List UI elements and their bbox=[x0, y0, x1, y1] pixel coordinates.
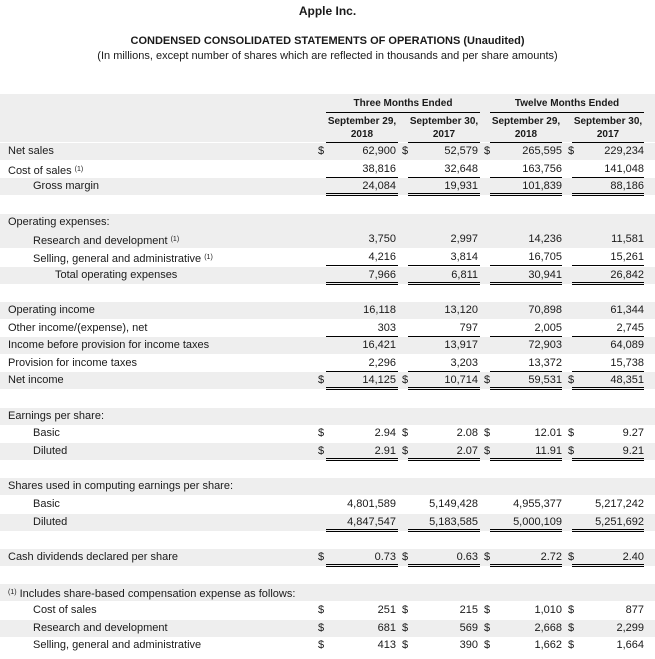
value-cell: 0.73 bbox=[374, 551, 396, 563]
currency-symbol: $ bbox=[484, 445, 491, 457]
footnote-marker: (1) bbox=[204, 254, 213, 261]
currency-symbol: $ bbox=[318, 374, 325, 386]
row-label-text: Net income bbox=[8, 374, 64, 386]
subtotal-rule bbox=[408, 265, 480, 266]
row-label-text: Other income/(expense), net bbox=[8, 322, 148, 334]
row-label-text: Includes share-based compensation expense as follows: bbox=[19, 588, 296, 600]
period-header-year: 2017 bbox=[432, 129, 456, 140]
currency-symbol: $ bbox=[402, 622, 409, 634]
value-cell: 16,705 bbox=[528, 251, 562, 263]
row-label bbox=[8, 355, 137, 372]
value-cell: 265,595 bbox=[522, 145, 562, 157]
row-label bbox=[8, 408, 104, 425]
value-cell: 141,048 bbox=[604, 163, 644, 175]
row-label bbox=[8, 143, 54, 160]
period-header-year: 2017 bbox=[596, 129, 620, 140]
value-cell: 163,756 bbox=[522, 163, 562, 175]
currency-symbol: $ bbox=[484, 604, 491, 616]
value-cell: 2,668 bbox=[534, 622, 562, 634]
row-label-text: Research and development bbox=[33, 622, 168, 634]
row-label bbox=[8, 372, 64, 389]
currency-symbol: $ bbox=[318, 445, 325, 457]
table-row bbox=[0, 602, 655, 619]
currency-symbol: $ bbox=[568, 604, 575, 616]
value-cell: 5,149,428 bbox=[429, 498, 478, 510]
table-row bbox=[0, 549, 655, 566]
value-cell: 413 bbox=[377, 639, 396, 651]
currency-symbol: $ bbox=[318, 622, 325, 634]
value-cell: 5,183,585 bbox=[429, 516, 478, 528]
group-header-three-months: Three Months Ended bbox=[326, 97, 480, 113]
value-cell: 30,941 bbox=[528, 269, 562, 281]
currency-symbol: $ bbox=[568, 639, 575, 651]
currency-symbol: $ bbox=[484, 427, 491, 439]
row-label-text: Cash dividends declared per share bbox=[8, 551, 178, 563]
row-label-text: Diluted bbox=[33, 516, 68, 528]
period-header-q-2017 bbox=[408, 115, 480, 143]
value-cell: 11,581 bbox=[611, 233, 644, 245]
period-header-date: September 30, bbox=[409, 116, 479, 127]
currency-symbol: $ bbox=[568, 427, 575, 439]
row-label bbox=[33, 514, 67, 531]
row-label bbox=[8, 302, 95, 319]
row-label bbox=[8, 337, 209, 354]
row-label-text: Cost of sales bbox=[8, 165, 72, 177]
currency-symbol: $ bbox=[402, 427, 409, 439]
value-cell: 4,847,547 bbox=[347, 516, 396, 528]
value-cell: 215 bbox=[459, 604, 478, 616]
row-label-text: Basic bbox=[33, 427, 60, 439]
statement-subtitle: (In millions, except number of shares which are reflected in thousands and per share amounts) bbox=[97, 50, 558, 62]
value-cell: 61,344 bbox=[610, 304, 644, 316]
table-row bbox=[0, 178, 655, 195]
value-cell: 9.21 bbox=[622, 445, 644, 457]
currency-symbol: $ bbox=[402, 551, 409, 563]
period-header-q-2018 bbox=[326, 115, 398, 143]
subtotal-rule bbox=[572, 265, 644, 266]
row-label-text: Income before provision for income taxes bbox=[8, 339, 210, 351]
group-header-twelve-months: Twelve Months Ended bbox=[490, 97, 644, 113]
value-cell: 38,816 bbox=[362, 163, 396, 175]
row-label-text: Research and development bbox=[33, 235, 168, 247]
row-label bbox=[8, 549, 178, 566]
value-cell: 3,814 bbox=[450, 251, 478, 263]
period-header-year: 2018 bbox=[350, 129, 374, 140]
currency-symbol: $ bbox=[568, 551, 575, 563]
value-cell: 13,917 bbox=[444, 339, 478, 351]
value-cell: 70,898 bbox=[528, 304, 562, 316]
value-cell: 2.40 bbox=[622, 551, 644, 563]
table-row bbox=[0, 584, 655, 601]
row-label bbox=[33, 496, 60, 513]
subtotal-rule bbox=[326, 265, 398, 266]
table-row bbox=[0, 302, 655, 319]
value-cell: 797 bbox=[459, 322, 478, 334]
value-cell: 2.94 bbox=[374, 427, 396, 439]
currency-symbol: $ bbox=[484, 639, 491, 651]
table-row bbox=[0, 478, 655, 495]
currency-symbol: $ bbox=[402, 374, 409, 386]
currency-symbol: $ bbox=[318, 604, 325, 616]
value-cell: 2,005 bbox=[534, 322, 562, 334]
currency-symbol: $ bbox=[402, 604, 409, 616]
value-cell: 5,217,242 bbox=[595, 498, 644, 510]
table-row bbox=[0, 408, 655, 425]
value-cell: 64,089 bbox=[610, 339, 644, 351]
currency-symbol: $ bbox=[402, 639, 409, 651]
table-spacer-row bbox=[0, 196, 655, 213]
row-label bbox=[33, 249, 213, 268]
value-cell: 2,997 bbox=[450, 233, 478, 245]
period-header-date: September 29, bbox=[491, 116, 561, 127]
value-cell: 13,120 bbox=[444, 304, 478, 316]
value-cell: 15,738 bbox=[610, 357, 644, 369]
value-cell: 3,203 bbox=[450, 357, 478, 369]
table-row bbox=[0, 214, 655, 231]
value-cell: 569 bbox=[459, 622, 478, 634]
value-cell: 2.07 bbox=[456, 445, 478, 457]
row-label-text: Selling, general and administrative bbox=[33, 639, 202, 651]
footnote-marker: (1) bbox=[170, 236, 180, 243]
row-label bbox=[33, 602, 97, 619]
row-label-text: Selling, general and administrative bbox=[33, 253, 202, 265]
value-cell: 877 bbox=[625, 604, 644, 616]
value-cell: 2,296 bbox=[368, 357, 396, 369]
value-cell: 52,579 bbox=[444, 145, 478, 157]
value-cell: 681 bbox=[377, 622, 396, 634]
value-cell: 3,750 bbox=[368, 233, 396, 245]
row-label bbox=[8, 320, 147, 337]
row-label-text: Operating expenses: bbox=[8, 216, 110, 228]
period-header-year: 2018 bbox=[514, 129, 538, 140]
table-row bbox=[0, 161, 655, 178]
statement-title: CONDENSED CONSOLIDATED STATEMENTS OF OPERATIONS (Unaudited) bbox=[130, 35, 525, 47]
value-cell: 1,664 bbox=[616, 639, 644, 651]
currency-symbol: $ bbox=[318, 639, 325, 651]
value-cell: 88,186 bbox=[610, 180, 644, 192]
value-cell: 7,966 bbox=[368, 269, 396, 281]
value-cell: 2,299 bbox=[616, 622, 644, 634]
row-label bbox=[8, 584, 295, 603]
row-label-text: Total operating expenses bbox=[55, 269, 178, 281]
currency-symbol: $ bbox=[318, 427, 325, 439]
currency-symbol: $ bbox=[402, 445, 409, 457]
value-cell: 4,216 bbox=[368, 251, 396, 263]
value-cell: 4,955,377 bbox=[513, 498, 562, 510]
subtotal-rule bbox=[490, 265, 562, 266]
value-cell: 5,251,692 bbox=[595, 516, 644, 528]
value-cell: 5,000,109 bbox=[513, 516, 562, 528]
value-cell: 24,084 bbox=[362, 180, 396, 192]
value-cell: 229,234 bbox=[604, 145, 644, 157]
row-label bbox=[8, 214, 110, 231]
value-cell: 251 bbox=[377, 604, 396, 616]
currency-symbol: $ bbox=[568, 145, 575, 157]
value-cell: 32,648 bbox=[444, 163, 478, 175]
table-row bbox=[0, 637, 655, 654]
row-label-text: Basic bbox=[33, 498, 60, 510]
value-cell: 16,118 bbox=[363, 304, 396, 316]
table-row bbox=[0, 443, 655, 460]
currency-symbol: $ bbox=[318, 551, 325, 563]
value-cell: 2,745 bbox=[616, 322, 644, 334]
row-label-text: Net sales bbox=[8, 145, 54, 157]
footnote-marker: (1) bbox=[8, 589, 17, 596]
row-label bbox=[33, 443, 67, 460]
table-spacer-row bbox=[0, 390, 655, 407]
table-row bbox=[0, 425, 655, 442]
row-label-text: Shares used in computing earnings per share: bbox=[8, 480, 234, 492]
table-spacer-row bbox=[0, 567, 655, 584]
currency-symbol: $ bbox=[568, 445, 575, 457]
row-label bbox=[33, 178, 99, 195]
value-cell: 16,421 bbox=[362, 339, 396, 351]
table-row bbox=[0, 496, 655, 513]
row-label-text: Earnings per share: bbox=[8, 410, 104, 422]
value-cell: 48,351 bbox=[610, 374, 644, 386]
value-cell: 15,261 bbox=[610, 251, 644, 263]
value-cell: 1,010 bbox=[534, 604, 562, 616]
row-label bbox=[33, 637, 201, 654]
currency-symbol: $ bbox=[484, 145, 491, 157]
table-spacer-row bbox=[0, 531, 655, 548]
currency-symbol: $ bbox=[484, 622, 491, 634]
value-cell: 12.01 bbox=[534, 427, 562, 439]
value-cell: 62,900 bbox=[362, 145, 396, 157]
table-spacer-row bbox=[0, 284, 655, 301]
currency-symbol: $ bbox=[318, 145, 325, 157]
period-header-date: September 29, bbox=[327, 116, 397, 127]
table-row bbox=[0, 267, 655, 284]
currency-symbol: $ bbox=[484, 374, 491, 386]
row-label-text: Provision for income taxes bbox=[8, 357, 137, 369]
value-cell: 1,662 bbox=[534, 639, 562, 651]
table-spacer-row bbox=[0, 461, 655, 478]
value-cell: 101,839 bbox=[522, 180, 562, 192]
table-row bbox=[0, 620, 655, 637]
row-label bbox=[33, 425, 60, 442]
value-cell: 26,842 bbox=[610, 269, 644, 281]
value-cell: 14,236 bbox=[528, 233, 562, 245]
period-header-fy-2018 bbox=[490, 115, 562, 143]
currency-symbol: $ bbox=[402, 145, 409, 157]
company-name: Apple Inc. bbox=[298, 4, 357, 18]
value-cell: 6,811 bbox=[451, 269, 478, 281]
row-label-text: Cost of sales bbox=[33, 604, 97, 616]
table-row bbox=[0, 249, 655, 266]
value-cell: 13,372 bbox=[528, 357, 562, 369]
table-row bbox=[0, 320, 655, 337]
period-header-fy-2017 bbox=[572, 115, 644, 143]
value-cell: 11.91 bbox=[535, 445, 562, 457]
value-cell: 72,903 bbox=[528, 339, 562, 351]
value-cell: 303 bbox=[377, 322, 396, 334]
table-row bbox=[0, 231, 655, 248]
table-row bbox=[0, 337, 655, 354]
value-cell: 4,801,589 bbox=[347, 498, 396, 510]
row-label bbox=[55, 267, 177, 284]
value-cell: 9.27 bbox=[622, 427, 644, 439]
table-row bbox=[0, 355, 655, 372]
row-label-text: Operating income bbox=[8, 304, 95, 316]
value-cell: 19,931 bbox=[444, 180, 478, 192]
value-cell: 10,714 bbox=[444, 374, 478, 386]
value-cell: 59,531 bbox=[528, 374, 562, 386]
row-label-text: Gross margin bbox=[33, 180, 100, 192]
value-cell: 2.08 bbox=[456, 427, 478, 439]
currency-symbol: $ bbox=[568, 374, 575, 386]
value-cell: 390 bbox=[459, 639, 478, 651]
value-cell: 14,125 bbox=[362, 374, 396, 386]
footnote-marker: (1) bbox=[74, 166, 84, 173]
table-row bbox=[0, 372, 655, 389]
row-label bbox=[8, 478, 233, 495]
row-label bbox=[33, 620, 168, 637]
currency-symbol: $ bbox=[484, 551, 491, 563]
table-row bbox=[0, 514, 655, 531]
value-cell: 2.91 bbox=[374, 445, 396, 457]
value-cell: 0.63 bbox=[456, 551, 478, 563]
row-label bbox=[33, 231, 179, 250]
period-header-date: September 30, bbox=[573, 116, 643, 127]
currency-symbol: $ bbox=[568, 622, 575, 634]
table-row bbox=[0, 143, 655, 160]
row-label-text: Diluted bbox=[33, 445, 68, 457]
value-cell: 2.72 bbox=[540, 551, 562, 563]
